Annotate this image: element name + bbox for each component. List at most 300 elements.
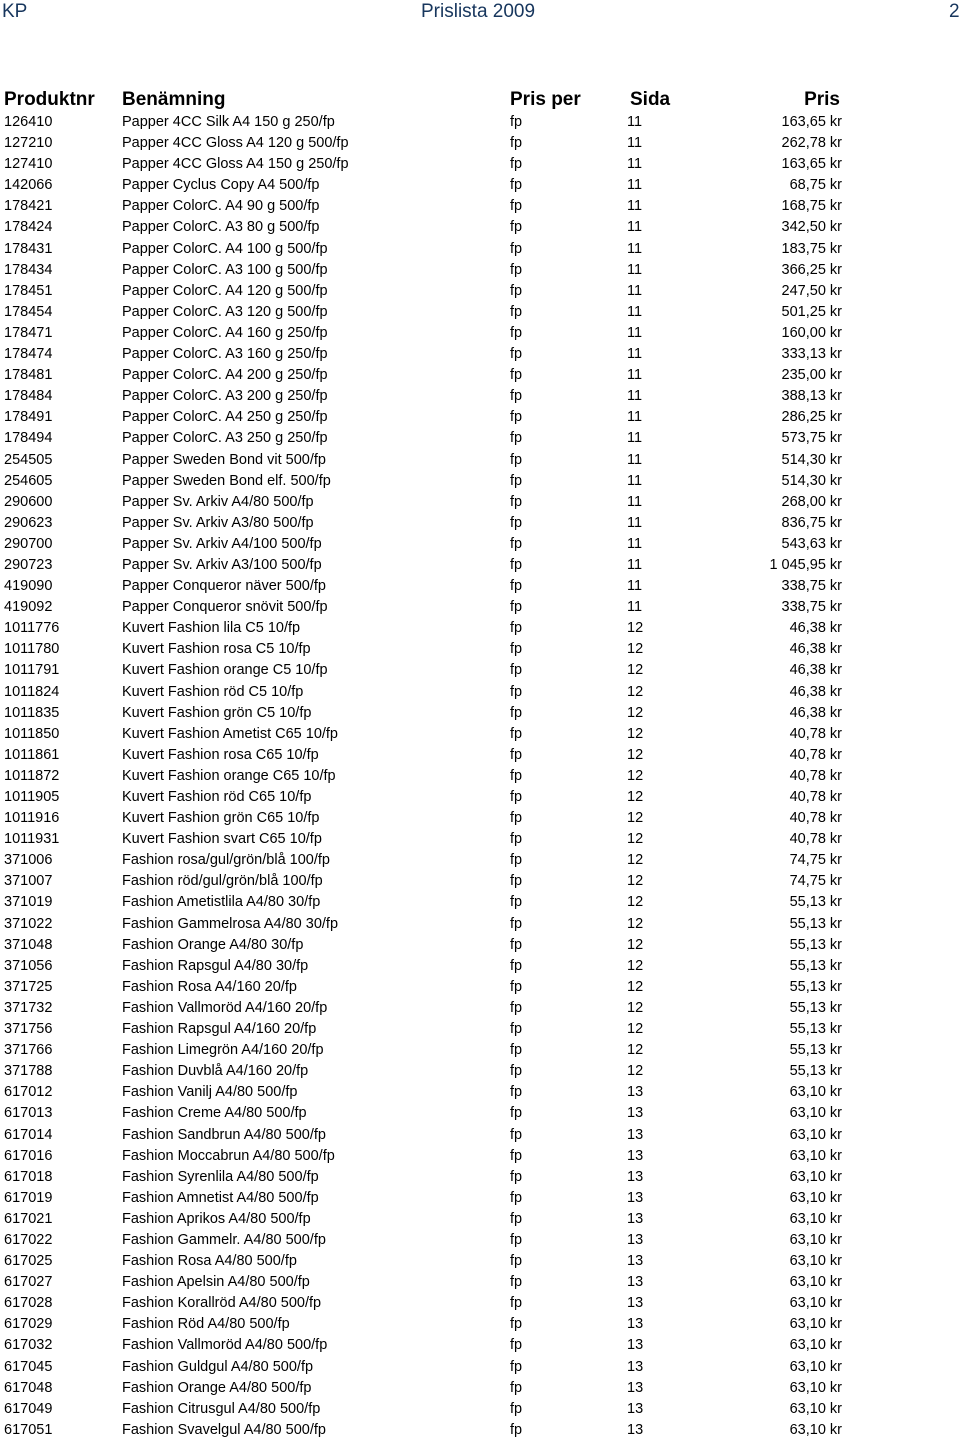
- cell-product-nr: 254605: [4, 472, 53, 489]
- cell-page: 12: [627, 1021, 644, 1038]
- cell-page: 11: [627, 135, 643, 152]
- table-row: [0, 471, 960, 492]
- cell-price: 55,13 kr: [789, 999, 842, 1016]
- cell-page: 12: [627, 894, 644, 911]
- cell-page: 11: [627, 472, 643, 489]
- cell-page: 13: [627, 1231, 644, 1248]
- cell-unit: fp: [510, 1316, 523, 1333]
- table-row: [0, 1420, 960, 1441]
- cell-unit: fp: [510, 810, 523, 827]
- price-table: [0, 112, 960, 1441]
- table-row: [0, 175, 960, 196]
- cell-name: Papper 4CC Gloss A4 150 g 250/fp: [122, 156, 349, 173]
- cell-price: 68,75 kr: [789, 177, 842, 194]
- table-row: [0, 682, 960, 703]
- cell-price: 514,30 kr: [781, 472, 842, 489]
- cell-price: 55,13 kr: [789, 915, 842, 932]
- cell-unit: fp: [510, 514, 523, 531]
- cell-unit: fp: [510, 915, 523, 932]
- cell-product-nr: 290623: [4, 514, 53, 531]
- column-header-product-nr: Produktnr: [4, 89, 95, 110]
- table-row: [0, 1040, 960, 1061]
- table-row: [0, 892, 960, 913]
- cell-unit: fp: [510, 767, 523, 784]
- cell-name: Kuvert Fashion svart C65 10/fp: [122, 831, 322, 848]
- cell-page: 11: [627, 303, 643, 320]
- cell-product-nr: 419090: [4, 578, 53, 595]
- cell-page: 12: [627, 789, 644, 805]
- cell-page: 11: [627, 324, 643, 341]
- cell-unit: fp: [510, 662, 523, 679]
- cell-unit: fp: [510, 936, 523, 953]
- cell-unit: fp: [510, 472, 523, 489]
- cell-page: 12: [627, 1063, 644, 1080]
- cell-page: 11: [627, 367, 643, 384]
- table-row: [0, 1293, 960, 1314]
- cell-price: 333,13 kr: [781, 346, 842, 363]
- cell-page: 11: [627, 156, 643, 173]
- cell-name: Papper Sweden Bond elf. 500/fp: [122, 472, 331, 489]
- cell-product-nr: 1011861: [4, 746, 60, 763]
- cell-name: Fashion Aprikos A4/80 500/fp: [122, 1210, 311, 1227]
- cell-unit: fp: [510, 177, 523, 194]
- cell-price: 46,38 kr: [789, 662, 842, 679]
- table-row: [0, 977, 960, 998]
- cell-page: 13: [627, 1147, 644, 1164]
- column-header-page: Sida: [630, 89, 671, 110]
- cell-page: 12: [627, 936, 644, 953]
- header-page-number: 2: [949, 1, 960, 22]
- cell-name: Fashion Orange A4/80 500/fp: [122, 1379, 312, 1396]
- cell-product-nr: 617013: [4, 1105, 53, 1122]
- cell-unit: fp: [510, 409, 523, 426]
- cell-name: Papper ColorC. A4 120 g 500/fp: [122, 282, 328, 299]
- cell-price: 342,50 kr: [781, 219, 842, 236]
- cell-page: 13: [627, 1189, 644, 1206]
- cell-price: 63,10 kr: [789, 1147, 842, 1164]
- cell-name: Papper ColorC. A3 160 g 250/fp: [122, 346, 328, 363]
- cell-unit: fp: [510, 388, 523, 405]
- cell-product-nr: 371007: [4, 873, 53, 890]
- table-row: [0, 576, 960, 597]
- cell-name: Fashion Röd A4/80 500/fp: [122, 1316, 290, 1333]
- cell-unit: fp: [510, 978, 523, 995]
- table-row: [0, 1125, 960, 1146]
- cell-page: 11: [627, 114, 643, 130]
- cell-page: 13: [627, 1421, 644, 1438]
- cell-name: Fashion Creme A4/80 500/fp: [122, 1105, 307, 1122]
- cell-price: 163,65 kr: [781, 156, 842, 173]
- cell-name: Papper Sv. Arkiv A3/100 500/fp: [122, 556, 322, 573]
- cell-unit: fp: [510, 1253, 523, 1270]
- table-row: [0, 239, 960, 260]
- table-row: [0, 217, 960, 238]
- cell-name: Fashion Orange A4/80 30/fp: [122, 936, 304, 953]
- cell-product-nr: 1011872: [4, 767, 60, 784]
- cell-product-nr: 178471: [4, 324, 53, 341]
- cell-price: 55,13 kr: [789, 1063, 842, 1080]
- table-row: [0, 935, 960, 956]
- cell-price: 235,00 kr: [781, 367, 842, 384]
- cell-price: 46,38 kr: [789, 683, 842, 700]
- table-row: [0, 154, 960, 175]
- cell-page: 11: [627, 535, 643, 552]
- table-row: [0, 555, 960, 576]
- cell-name: Fashion Vanilj A4/80 500/fp: [122, 1084, 298, 1101]
- cell-name: Fashion Rapsgul A4/80 30/fp: [122, 957, 309, 974]
- cell-name: Papper ColorC. A4 200 g 250/fp: [122, 367, 328, 384]
- cell-price: 183,75 kr: [781, 240, 842, 257]
- table-row: [0, 1082, 960, 1103]
- cell-price: 338,75 kr: [781, 578, 842, 595]
- cell-page: 13: [627, 1084, 644, 1101]
- cell-product-nr: 178451: [4, 282, 53, 299]
- cell-unit: fp: [510, 746, 523, 763]
- cell-page: 11: [627, 240, 643, 257]
- cell-unit: fp: [510, 1337, 523, 1354]
- cell-unit: fp: [510, 1168, 523, 1185]
- cell-name: Kuvert Fashion rosa C65 10/fp: [122, 746, 319, 763]
- cell-name: Fashion rosa/gul/grön/blå 100/fp: [122, 852, 330, 869]
- cell-unit: fp: [510, 556, 523, 573]
- table-row: [0, 998, 960, 1019]
- cell-page: 13: [627, 1316, 644, 1333]
- cell-unit: fp: [510, 261, 523, 278]
- cell-price: 40,78 kr: [789, 789, 842, 805]
- cell-product-nr: 290700: [4, 535, 53, 552]
- cell-name: Papper Sv. Arkiv A3/80 500/fp: [122, 514, 314, 531]
- cell-name: Kuvert Fashion Ametist C65 10/fp: [122, 725, 338, 742]
- cell-unit: fp: [510, 789, 523, 805]
- cell-price: 40,78 kr: [789, 746, 842, 763]
- cell-unit: fp: [510, 1105, 523, 1122]
- cell-unit: fp: [510, 219, 523, 236]
- table-row: [0, 1061, 960, 1082]
- cell-product-nr: 617027: [4, 1274, 53, 1291]
- table-row: [0, 450, 960, 471]
- cell-page: 11: [627, 451, 643, 468]
- cell-unit: fp: [510, 873, 523, 890]
- cell-name: Papper ColorC. A4 100 g 500/fp: [122, 240, 328, 257]
- cell-page: 13: [627, 1358, 644, 1375]
- cell-product-nr: 617029: [4, 1316, 53, 1333]
- cell-product-nr: 290723: [4, 556, 53, 573]
- table-row: [0, 1230, 960, 1251]
- cell-unit: fp: [510, 683, 523, 700]
- cell-unit: fp: [510, 620, 523, 637]
- cell-price: 388,13 kr: [781, 388, 842, 405]
- table-row: [0, 344, 960, 365]
- table-row: [0, 703, 960, 724]
- cell-price: 366,25 kr: [781, 261, 842, 278]
- table-row: [0, 281, 960, 302]
- cell-price: 836,75 kr: [781, 514, 842, 531]
- cell-product-nr: 1011931: [4, 831, 60, 848]
- cell-product-nr: 617032: [4, 1337, 53, 1354]
- cell-price: 63,10 kr: [789, 1421, 842, 1438]
- cell-name: Papper ColorC. A3 100 g 500/fp: [122, 261, 328, 278]
- cell-name: Fashion Gammelr. A4/80 500/fp: [122, 1231, 326, 1248]
- cell-product-nr: 617019: [4, 1189, 53, 1206]
- cell-name: Papper Sweden Bond vit 500/fp: [122, 451, 326, 468]
- cell-unit: fp: [510, 451, 523, 468]
- table-row: [0, 260, 960, 281]
- cell-price: 40,78 kr: [789, 767, 842, 784]
- cell-page: 12: [627, 1042, 644, 1059]
- cell-name: Kuvert Fashion grön C65 10/fp: [122, 810, 320, 827]
- cell-name: Fashion Apelsin A4/80 500/fp: [122, 1274, 310, 1291]
- cell-name: Papper ColorC. A4 90 g 500/fp: [122, 198, 320, 215]
- cell-product-nr: 617045: [4, 1358, 53, 1375]
- cell-page: 12: [627, 915, 644, 932]
- cell-product-nr: 178481: [4, 367, 53, 384]
- cell-name: Fashion Ametistlila A4/80 30/fp: [122, 894, 321, 911]
- cell-unit: fp: [510, 303, 523, 320]
- table-row: [0, 1357, 960, 1378]
- cell-product-nr: 419092: [4, 599, 53, 616]
- table-row: [0, 1251, 960, 1272]
- cell-unit: fp: [510, 198, 523, 215]
- cell-unit: fp: [510, 324, 523, 341]
- cell-unit: fp: [510, 894, 523, 911]
- cell-unit: fp: [510, 1379, 523, 1396]
- cell-name: Papper Conqueror näver 500/fp: [122, 578, 326, 595]
- cell-name: Fashion Rosa A4/80 500/fp: [122, 1253, 297, 1270]
- cell-name: Papper 4CC Gloss A4 120 g 500/fp: [122, 135, 349, 152]
- table-row: [0, 1209, 960, 1230]
- table-row: [0, 597, 960, 618]
- cell-page: 12: [627, 810, 644, 827]
- cell-page: 11: [627, 261, 643, 278]
- header-title: Prislista 2009: [421, 1, 536, 22]
- table-row: [0, 386, 960, 407]
- cell-product-nr: 142066: [4, 177, 53, 194]
- cell-product-nr: 371022: [4, 915, 53, 932]
- cell-name: Fashion Rapsgul A4/160 20/fp: [122, 1021, 317, 1038]
- table-row: [0, 618, 960, 639]
- cell-page: 13: [627, 1105, 644, 1122]
- cell-unit: fp: [510, 1147, 523, 1164]
- cell-product-nr: 1011824: [4, 683, 60, 700]
- cell-price: 46,38 kr: [789, 704, 842, 721]
- cell-name: Fashion Rosa A4/160 20/fp: [122, 978, 297, 995]
- cell-unit: fp: [510, 1231, 523, 1248]
- cell-price: 262,78 kr: [781, 135, 842, 152]
- cell-name: Kuvert Fashion lila C5 10/fp: [122, 620, 301, 637]
- table-row: [0, 302, 960, 323]
- table-row: [0, 1188, 960, 1209]
- cell-price: 63,10 kr: [789, 1189, 842, 1206]
- cell-name: Papper ColorC. A3 250 g 250/fp: [122, 430, 328, 447]
- table-row: [0, 1103, 960, 1124]
- cell-unit: fp: [510, 1400, 523, 1417]
- cell-unit: fp: [510, 114, 523, 130]
- cell-page: 12: [627, 620, 644, 637]
- cell-name: Papper ColorC. A3 80 g 500/fp: [122, 219, 320, 236]
- cell-page: 12: [627, 957, 644, 974]
- cell-product-nr: 617049: [4, 1400, 53, 1417]
- table-row: [0, 1146, 960, 1167]
- cell-page: 11: [627, 514, 643, 531]
- cell-unit: fp: [510, 1210, 523, 1227]
- cell-unit: fp: [510, 430, 523, 447]
- cell-product-nr: 127410: [4, 156, 53, 173]
- cell-product-nr: 371756: [4, 1021, 53, 1038]
- cell-unit: fp: [510, 578, 523, 595]
- cell-price: 573,75 kr: [781, 430, 842, 447]
- cell-name: Papper ColorC. A3 200 g 250/fp: [122, 388, 328, 405]
- cell-price: 46,38 kr: [789, 641, 842, 658]
- cell-page: 11: [627, 430, 643, 447]
- cell-product-nr: 617051: [4, 1421, 53, 1438]
- cell-page: 11: [627, 388, 643, 405]
- cell-name: Fashion Citrusgul A4/80 500/fp: [122, 1400, 321, 1417]
- cell-price: 268,00 kr: [781, 493, 842, 510]
- column-headers: [0, 89, 960, 111]
- cell-price: 63,10 kr: [789, 1210, 842, 1227]
- table-row: [0, 1272, 960, 1293]
- table-row: [0, 914, 960, 935]
- cell-product-nr: 1011916: [4, 810, 60, 827]
- cell-price: 63,10 kr: [789, 1084, 842, 1101]
- cell-price: 55,13 kr: [789, 1042, 842, 1059]
- table-row: [0, 1399, 960, 1420]
- cell-page: 13: [627, 1126, 644, 1143]
- table-row: [0, 492, 960, 513]
- cell-unit: fp: [510, 240, 523, 257]
- cell-page: 12: [627, 746, 644, 763]
- table-row: [0, 829, 960, 850]
- table-row: [0, 871, 960, 892]
- cell-name: Fashion Gammelrosa A4/80 30/fp: [122, 915, 339, 932]
- table-row: [0, 513, 960, 534]
- cell-product-nr: 617025: [4, 1253, 53, 1270]
- cell-name: Kuvert Fashion rosa C5 10/fp: [122, 641, 311, 658]
- cell-product-nr: 178454: [4, 303, 53, 320]
- table-row: [0, 808, 960, 829]
- cell-price: 514,30 kr: [781, 451, 842, 468]
- page-header: [0, 0, 960, 24]
- cell-page: 12: [627, 852, 644, 869]
- cell-price: 46,38 kr: [789, 620, 842, 637]
- cell-name: Papper Cyclus Copy A4 500/fp: [122, 177, 320, 194]
- cell-product-nr: 617012: [4, 1084, 53, 1101]
- cell-page: 12: [627, 662, 644, 679]
- cell-unit: fp: [510, 1063, 523, 1080]
- cell-price: 63,10 kr: [789, 1168, 842, 1185]
- cell-page: 11: [627, 219, 643, 236]
- cell-name: Fashion Duvblå A4/160 20/fp: [122, 1063, 309, 1080]
- cell-unit: fp: [510, 1358, 523, 1375]
- cell-page: 13: [627, 1400, 644, 1417]
- table-row: [0, 365, 960, 386]
- cell-page: 11: [627, 599, 643, 616]
- cell-name: Kuvert Fashion röd C65 10/fp: [122, 789, 312, 805]
- cell-page: 12: [627, 683, 644, 700]
- cell-page: 13: [627, 1168, 644, 1185]
- cell-price: 74,75 kr: [789, 873, 842, 890]
- table-row: [0, 1378, 960, 1399]
- table-row: [0, 407, 960, 428]
- cell-unit: fp: [510, 725, 523, 742]
- cell-price: 63,10 kr: [789, 1274, 842, 1291]
- cell-price: 63,10 kr: [789, 1105, 842, 1122]
- cell-price: 63,10 kr: [789, 1295, 842, 1312]
- table-row: [0, 1167, 960, 1188]
- cell-product-nr: 178474: [4, 346, 53, 363]
- cell-product-nr: 1011850: [4, 725, 60, 742]
- cell-price: 160,00 kr: [781, 324, 842, 341]
- cell-page: 11: [627, 409, 643, 426]
- cell-unit: fp: [510, 1126, 523, 1143]
- cell-unit: fp: [510, 704, 523, 721]
- cell-price: 63,10 kr: [789, 1379, 842, 1396]
- cell-page: 12: [627, 831, 644, 848]
- cell-name: Papper 4CC Silk A4 150 g 250/fp: [122, 114, 335, 130]
- cell-name: Kuvert Fashion orange C65 10/fp: [122, 767, 336, 784]
- cell-product-nr: 371788: [4, 1063, 53, 1080]
- cell-price: 63,10 kr: [789, 1253, 842, 1270]
- cell-name: Fashion Limegrön A4/160 20/fp: [122, 1042, 324, 1059]
- cell-price: 163,65 kr: [781, 114, 842, 130]
- cell-unit: fp: [510, 1274, 523, 1291]
- cell-name: Fashion Vallmoröd A4/160 20/fp: [122, 999, 328, 1016]
- table-row: [0, 745, 960, 766]
- column-header-unit: Pris per: [510, 89, 581, 110]
- cell-product-nr: 371048: [4, 936, 53, 953]
- cell-unit: fp: [510, 957, 523, 974]
- cell-product-nr: 371725: [4, 978, 53, 995]
- cell-page: 11: [627, 177, 643, 194]
- table-row: [0, 639, 960, 660]
- cell-name: Papper ColorC. A3 120 g 500/fp: [122, 303, 328, 320]
- cell-price: 55,13 kr: [789, 1021, 842, 1038]
- cell-name: Fashion Korallröd A4/80 500/fp: [122, 1295, 322, 1312]
- cell-unit: fp: [510, 156, 523, 173]
- cell-product-nr: 371006: [4, 852, 53, 869]
- cell-name: Fashion Sandbrun A4/80 500/fp: [122, 1126, 326, 1143]
- cell-page: 12: [627, 767, 644, 784]
- table-row: [0, 1314, 960, 1335]
- cell-price: 40,78 kr: [789, 831, 842, 848]
- table-row: [0, 428, 960, 449]
- table-row: [0, 133, 960, 154]
- cell-name: Fashion Amnetist A4/80 500/fp: [122, 1189, 319, 1206]
- cell-page: 12: [627, 641, 644, 658]
- cell-name: Papper ColorC. A4 250 g 250/fp: [122, 409, 328, 426]
- cell-name: Kuvert Fashion grön C5 10/fp: [122, 704, 312, 721]
- cell-unit: fp: [510, 852, 523, 869]
- cell-name: Kuvert Fashion röd C5 10/fp: [122, 683, 304, 700]
- cell-page: 12: [627, 725, 644, 742]
- table-row: [0, 196, 960, 217]
- cell-name: Papper Sv. Arkiv A4/100 500/fp: [122, 535, 322, 552]
- cell-product-nr: 1011791: [4, 662, 60, 679]
- cell-name: Fashion Guldgul A4/80 500/fp: [122, 1358, 314, 1375]
- cell-page: 11: [627, 346, 643, 363]
- cell-price: 286,25 kr: [781, 409, 842, 426]
- cell-unit: fp: [510, 535, 523, 552]
- cell-name: Fashion Syrenlila A4/80 500/fp: [122, 1168, 319, 1185]
- cell-product-nr: 1011905: [4, 789, 60, 805]
- column-header-name: Benämning: [122, 89, 226, 110]
- cell-price: 63,10 kr: [789, 1231, 842, 1248]
- cell-price: 40,78 kr: [789, 810, 842, 827]
- cell-price: 63,10 kr: [789, 1337, 842, 1354]
- cell-unit: fp: [510, 1084, 523, 1101]
- cell-page: 13: [627, 1253, 644, 1270]
- cell-page: 13: [627, 1295, 644, 1312]
